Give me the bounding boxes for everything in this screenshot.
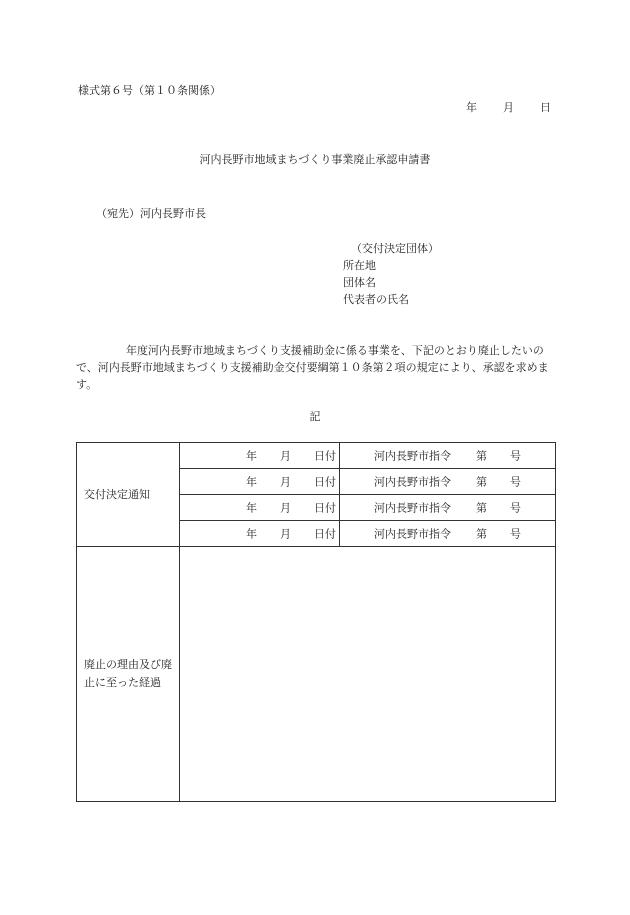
dai-label: 第 bbox=[476, 475, 487, 488]
authority-label: 河内長野市指令 bbox=[374, 501, 451, 514]
address-label: 所在地 bbox=[343, 259, 376, 272]
dai-label: 第 bbox=[476, 527, 487, 540]
month-label: 月 bbox=[280, 449, 291, 462]
year-label: 年 bbox=[246, 449, 257, 462]
application-table bbox=[76, 442, 556, 802]
document-title: 河内長野市地域まちづくり事業廃止承認申請書 bbox=[199, 153, 431, 166]
application-date bbox=[466, 102, 551, 113]
notification-number-cell[interactable] bbox=[340, 521, 556, 547]
dai-label: 第 bbox=[476, 449, 487, 462]
notification-row bbox=[77, 443, 556, 469]
notification-date-cell[interactable] bbox=[180, 495, 340, 521]
reason-row bbox=[77, 547, 556, 802]
day-label: 日付 bbox=[314, 449, 336, 462]
go-label: 号 bbox=[510, 501, 521, 514]
date-year-label: 年 bbox=[466, 101, 477, 114]
applicant-heading: （交付決定団体） bbox=[351, 242, 439, 255]
applicant-block bbox=[343, 240, 439, 308]
notification-date-cell[interactable] bbox=[180, 469, 340, 495]
addressee: （宛先）河内長野市長 bbox=[96, 207, 206, 220]
notification-date-cell[interactable] bbox=[180, 521, 340, 547]
go-label: 号 bbox=[510, 475, 521, 488]
form-number: 様式第６号（第１０条関係） bbox=[78, 84, 221, 97]
reason-input-area[interactable] bbox=[180, 547, 556, 802]
day-label: 日付 bbox=[314, 475, 336, 488]
reason-label: 廃止の理由及び廃止に至った経過 bbox=[77, 547, 180, 802]
notification-number-cell[interactable] bbox=[340, 495, 556, 521]
notification-label: 交付決定通知 bbox=[77, 443, 180, 547]
day-label: 日付 bbox=[314, 501, 336, 514]
year-label: 年 bbox=[246, 527, 257, 540]
year-label: 年 bbox=[246, 501, 257, 514]
month-label: 月 bbox=[280, 475, 291, 488]
body-text: 年度河内長野市地域まちづくり支援補助金に係る事業を、下記のとおり廃止したいので、河内長野市地域まちづくり支援補助金交付要綱第１０条第２項の規定により、承認を求めます。 bbox=[76, 344, 549, 391]
authority-label: 河内長野市指令 bbox=[374, 475, 451, 488]
authority-label: 河内長野市指令 bbox=[374, 449, 451, 462]
notification-number-cell[interactable] bbox=[340, 443, 556, 469]
group-name-label: 団体名 bbox=[343, 276, 376, 289]
month-label: 月 bbox=[280, 501, 291, 514]
date-month-label: 月 bbox=[503, 101, 514, 114]
go-label: 号 bbox=[510, 527, 521, 540]
notification-number-cell[interactable] bbox=[340, 469, 556, 495]
dai-label: 第 bbox=[476, 501, 487, 514]
go-label: 号 bbox=[510, 449, 521, 462]
date-day-label: 日 bbox=[540, 101, 551, 114]
month-label: 月 bbox=[280, 527, 291, 540]
notification-date-cell[interactable] bbox=[180, 443, 340, 469]
authority-label: 河内長野市指令 bbox=[374, 527, 451, 540]
day-label: 日付 bbox=[314, 527, 336, 540]
year-label: 年 bbox=[246, 475, 257, 488]
representative-label: 代表者の氏名 bbox=[343, 293, 409, 306]
ki-heading: 記 bbox=[309, 410, 321, 423]
